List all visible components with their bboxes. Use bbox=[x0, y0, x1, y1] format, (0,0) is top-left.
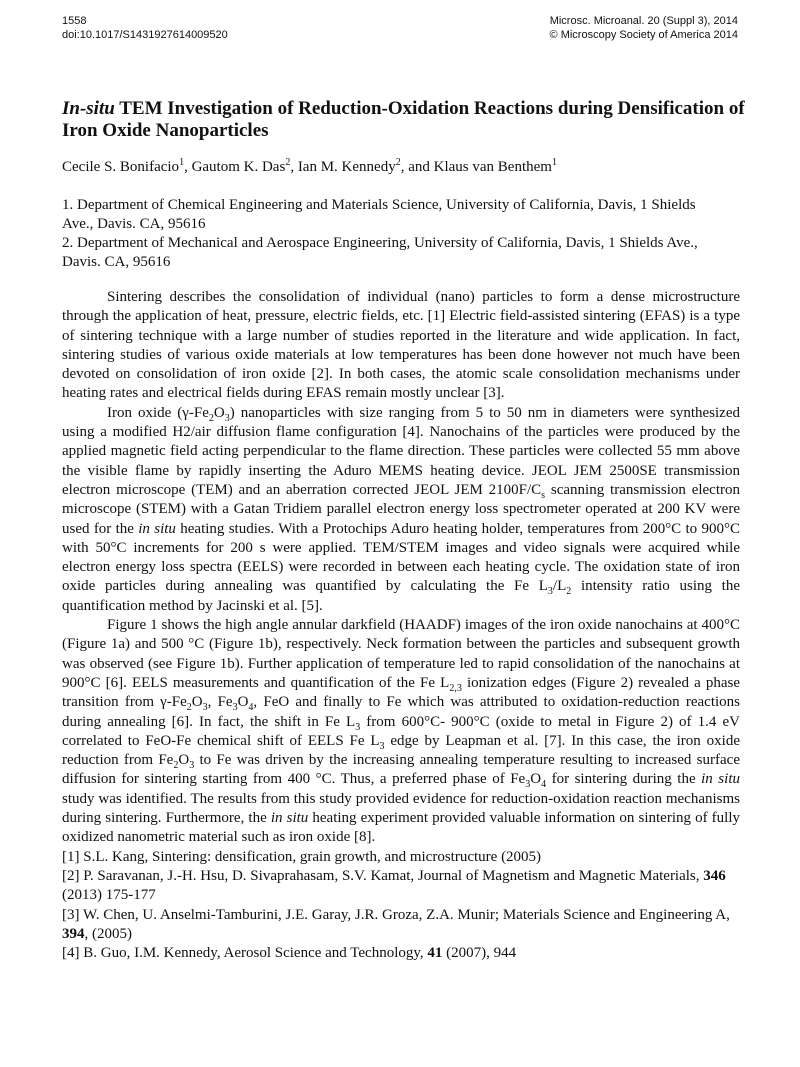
affiliation-marker: 1 bbox=[179, 157, 185, 168]
author-name: Ian M. Kennedy bbox=[297, 159, 396, 175]
affiliation: 1. Department of Chemical Engineering and Materials Science, University of California, Davis, 1 Shields Ave., Davis. CA, 95616 bbox=[62, 197, 696, 232]
text-segment: /L bbox=[552, 578, 567, 595]
text-segment: , FeO and finally to Fe which was attributed to oxidation-reduction reactions during annealing [6]. In fact, the shift in Fe L bbox=[62, 694, 740, 730]
text-segment: 394 bbox=[62, 925, 85, 942]
text-segment: heating studies. With a Protochips Aduro heating holder, temperatures from 200°C to 900°C with 50°C increments for 200 s were applied. TEM/STEM images and video signals were acquired while electron energy loss spectra (EELS) were recorded in between each heating cycle. The oxidation state of iron oxide particles during annealing was quantified by calculating the Fe L bbox=[62, 520, 740, 595]
text-segment: [4] B. Guo, I.M. Kennedy, Aerosol Science and Technology, bbox=[62, 945, 428, 962]
author-name: Klaus van Benthem bbox=[433, 159, 552, 175]
text-segment: [1] S.L. Kang, Sintering: densification, grain growth, and microstructure (2005) bbox=[62, 848, 542, 865]
text-segment: Iron oxide (γ-Fe bbox=[107, 404, 209, 421]
text-segment: s bbox=[541, 489, 546, 501]
text-segment: 2 bbox=[566, 586, 572, 598]
text-segment: 2 bbox=[186, 702, 192, 714]
author-name: Gautom K. Das bbox=[191, 159, 286, 175]
text-segment: O bbox=[530, 771, 542, 788]
affiliation-marker: 2 bbox=[395, 157, 401, 168]
text-segment: for sintering during the bbox=[546, 771, 702, 788]
text-segment: to Fe was driven by the increasing annealing temperature resulting to increased surface diffusion for sintering starting from 400 °C. Thus, a preferred phase of Fe bbox=[62, 752, 740, 788]
author-name: Cecile S. Bonifacio bbox=[62, 159, 180, 175]
reference-item bbox=[62, 944, 740, 963]
text-segment: in situ bbox=[270, 810, 309, 827]
text-segment: Sintering describes the consolidation of individual (nano) particles to form a dense microstructure through the application of heat, pressure, electric fields, etc. [1] Electric field-assisted sintering (EFAS) is a type of sintering technique with a large number of studies reported in the literature and wide application. In fact, sintering studies of various oxide materials at low temperatures has been done however not much have been devoted on consolidation of iron oxide [2]. In both cases, the atomic scale consolidation mechanisms under heating rates and electrical fields during EFAS remain mostly unclear [3]. bbox=[62, 289, 740, 402]
text-segment: 3 bbox=[379, 740, 385, 752]
page-number: 1558 bbox=[62, 15, 87, 27]
text-segment: 3 bbox=[232, 702, 238, 714]
text-segment: edge by Leapman et al. [7]. In this case, the iron oxide reduction from Fe bbox=[62, 732, 740, 769]
text-segment: heating experiment provided valuable information on sintering of fully oxidized nanometric material such as iron oxide [8]. bbox=[62, 810, 741, 846]
affiliation-marker: 1 bbox=[551, 157, 557, 168]
text-segment: from 600°C- 900°C (oxide to metal in Figure 2) of 1.4 eV correlated to FeO-Fe chemical shift of EELS Fe L bbox=[62, 713, 740, 749]
affiliation-marker: 2 bbox=[285, 157, 291, 168]
text-segment: , (2005) bbox=[84, 925, 132, 942]
body-paragraph bbox=[62, 288, 740, 404]
text-segment: 3 bbox=[189, 760, 195, 772]
text-segment: in situ bbox=[701, 771, 740, 788]
body-paragraph bbox=[62, 404, 740, 616]
copyright: © Microscopy Society of America 2014 bbox=[549, 29, 738, 41]
paper-title bbox=[62, 98, 752, 142]
text-segment: Figure 1 shows the high angle annular darkfield (HAADF) images of the iron oxide nanochains at 400°C (Figure 1a) and 500 °C (Figure 1b), respectively. Neck formation between the particles and subsequent growth was observed (see Figure 1b). Further application of temperature led to rapid consolidation of the nanochains at 900°C [6]. EELS measurements and quantification of the Fe L bbox=[62, 617, 740, 691]
affiliation: 2. Department of Mechanical and Aerospace Engineering, University of California, Davis, 1 Shields Ave., Davis. CA, 95616 bbox=[62, 235, 698, 270]
text-segment: 2 bbox=[173, 760, 179, 772]
text-segment: scanning transmission electron microscope (STEM) with a Gatan Tridiem parallel electron energy loss spectrometer operated at 200 KV were used for the bbox=[62, 481, 740, 537]
author-separator: , and bbox=[400, 159, 434, 175]
text-segment: 3 bbox=[547, 586, 553, 598]
text-segment: in situ bbox=[138, 520, 176, 537]
reference-item bbox=[62, 867, 740, 906]
title-italic: In-situ bbox=[62, 98, 115, 119]
text-segment: [2] P. Saravanan, J.-H. Hsu, D. Sivaprahasam, S.V. Kamat, Journal of Magnetism and Magnetic Materials, bbox=[62, 867, 704, 884]
text-segment: 3 bbox=[355, 721, 361, 733]
text-segment: ionization edges (Figure 2) revealed a phase transition from γ-Fe bbox=[62, 674, 740, 711]
reference-item bbox=[62, 906, 740, 945]
body-paragraph bbox=[62, 616, 740, 848]
text-segment: 4 bbox=[248, 702, 254, 714]
text-segment: intensity ratio using the quantification method by Jacinski et al. [5]. bbox=[62, 578, 740, 614]
author-separator: , bbox=[184, 159, 192, 175]
text-segment: (2007), 944 bbox=[442, 945, 517, 962]
text-segment: 4 bbox=[541, 779, 547, 791]
text-segment: ) nanoparticles with size ranging from 5 to 50 nm in diameters were synthesized using a modified H2/air diffusion flame configuration [4]. Nanochains of the particles were produced by the applied magnetic field acting perpendicular to the flame direction. These particles were collected 55 mm above the visible flame by rapidly inserting the Aduro MEMS heating device. JEOL JEM 2500SE transmission electron microscope (TEM) and an aberration corrected JEOL JEM 2100F/C bbox=[62, 404, 740, 498]
text-segment: O bbox=[213, 404, 225, 421]
doi: doi:10.1017/S1431927614009520 bbox=[62, 29, 228, 41]
text-segment: [3] W. Chen, U. Anselmi-Tamburini, J.E. Garay, J.R. Groza, Z.A. Munir; Materials Science and Engineering A, bbox=[62, 906, 730, 923]
text-segment: O bbox=[191, 694, 203, 711]
body-text bbox=[62, 288, 740, 963]
header-left bbox=[62, 14, 228, 42]
text-segment: study was identified. The results from this study provided evidence for reduction-oxidation reaction mechanisms during sintering. Furthermore, the bbox=[62, 790, 740, 827]
text-segment: 346 bbox=[703, 867, 726, 884]
text-segment: 2,3 bbox=[449, 682, 462, 694]
text-segment: 41 bbox=[427, 945, 443, 962]
title-rest: TEM Investigation of Reduction-Oxidation Reactions during Densification of Iron Oxide Nanoparticles bbox=[62, 98, 745, 141]
text-segment: 2 bbox=[208, 412, 214, 424]
header-right bbox=[550, 14, 738, 42]
author-separator: , bbox=[290, 159, 298, 175]
text-segment: 3 bbox=[202, 702, 208, 714]
affiliations bbox=[62, 196, 722, 272]
author-list bbox=[62, 159, 557, 176]
text-segment: , Fe bbox=[207, 694, 233, 711]
text-segment: 3 bbox=[525, 779, 531, 791]
journal-citation: Microsc. Microanal. 20 (Suppl 3), 2014 bbox=[549, 15, 738, 27]
reference-item bbox=[62, 848, 740, 867]
text-segment: O bbox=[237, 694, 249, 711]
text-segment: 3 bbox=[224, 412, 230, 424]
text-segment: O bbox=[178, 752, 190, 769]
text-segment: (2013) 175-177 bbox=[62, 887, 156, 904]
